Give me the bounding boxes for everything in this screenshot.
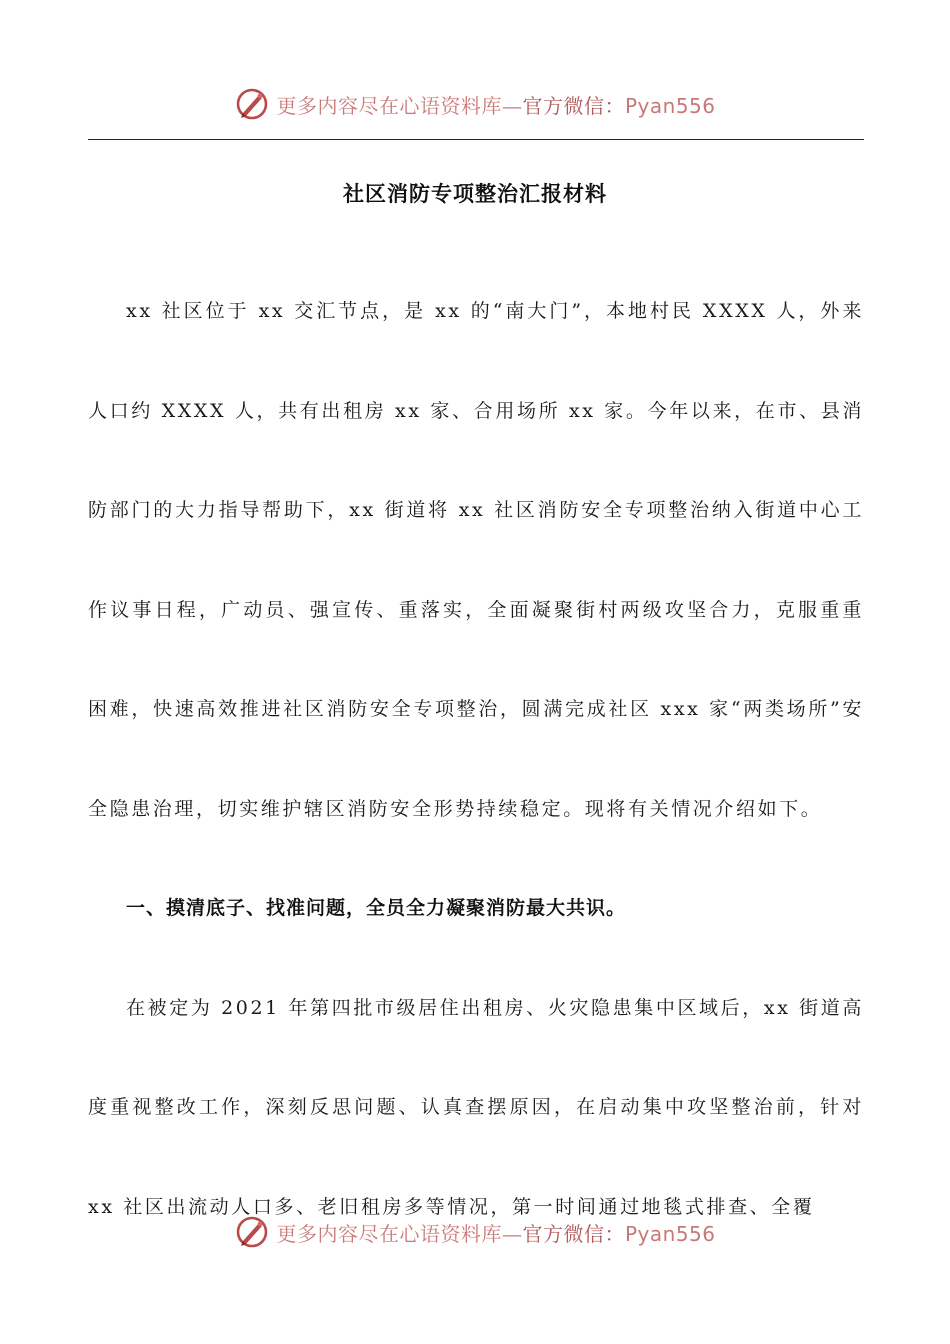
watermark-brand: 更多内容尽在心语资料库 xyxy=(276,1221,502,1246)
header-divider xyxy=(88,139,864,140)
watermark-separator: — xyxy=(501,93,523,118)
footer-watermark xyxy=(0,1212,950,1252)
pen-circle-logo-icon xyxy=(234,1214,270,1250)
watermark-text xyxy=(276,1218,715,1247)
header-watermark xyxy=(0,84,950,124)
section-paragraph: 在被定为 2021 年第四批市级居住出租房、火灾隐患集中区域后，xx 街道高度重视整改工作，深刻反思问题、认真查摆原因，在启动集中攻坚整治前，针对 xx 社区出流动人口多、老旧租房多等情况，第一时间通过地毯式排查、全覆 xyxy=(88,996,864,1218)
watermark-wechat-label: 官方微信： xyxy=(522,93,625,118)
section-heading: 一、摸清底子、找准问题，全员全力凝聚消防最大共识。 xyxy=(126,897,627,919)
intro-paragraph: xx 社区位于 xx 交汇节点，是 xx 的“南大门”，本地村民 XXXX 人，外来人口约 XXXX 人，共有出租房 xx 家、合用场所 xx 家。今年以来，在市、县消防部门的大力指导帮助下，xx 街道将 xx 社区消防安全专项整治纳入街道中心工作议事日程，广动员、强宣传、重落实，全面凝聚街村两级攻坚合力，克服重重困难，快速高效推进社区消防安全专项整治，圆满完成社区 xxx 家“两类场所”安全隐患治理，切实维护辖区消防安全形势持续稳定。现将有关情况介绍如下。 xyxy=(88,300,864,820)
document-body xyxy=(88,262,864,1257)
pen-circle-logo-icon xyxy=(234,86,270,122)
watermark-wechat-label: 官方微信： xyxy=(522,1221,625,1246)
watermark-handle: Pyan556 xyxy=(624,1221,716,1246)
watermark-text xyxy=(276,90,715,119)
document-title: 社区消防专项整治汇报材料 xyxy=(343,182,607,206)
watermark-brand: 更多内容尽在心语资料库 xyxy=(276,93,502,118)
watermark-separator: — xyxy=(501,1221,523,1246)
watermark-handle: Pyan556 xyxy=(624,93,716,118)
